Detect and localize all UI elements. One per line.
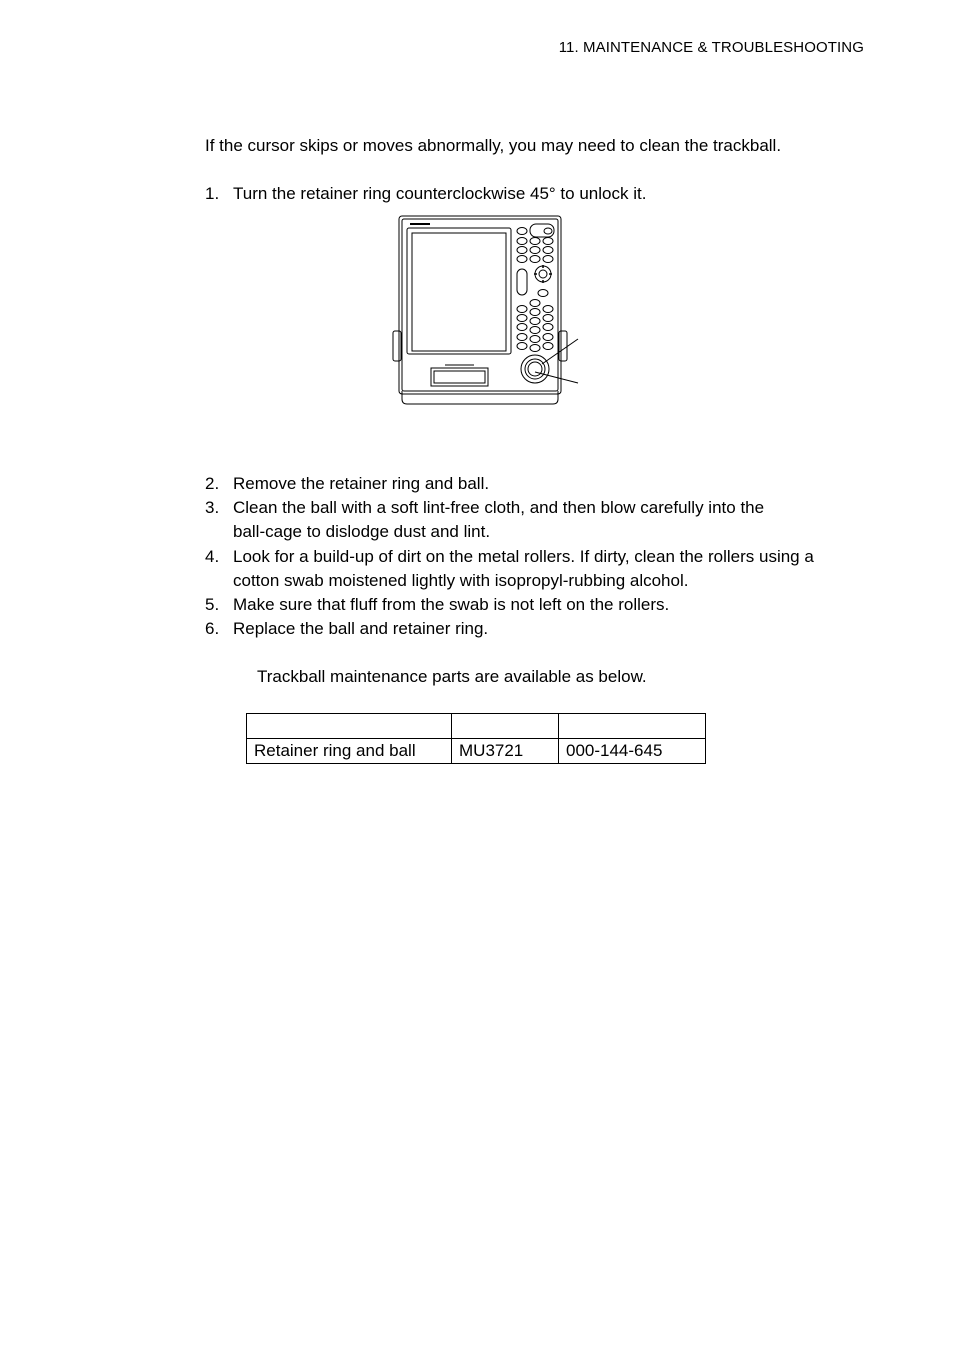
upper-key-grid	[517, 238, 553, 263]
step-text: Look for a build-up of dirt on the metal rollers. If dirty, clean the rollers using a	[233, 547, 814, 566]
left-bracket	[393, 331, 401, 361]
step-number: 4.	[205, 547, 220, 566]
parts-note: Trackball maintenance parts are available as below.	[257, 667, 647, 686]
trackball	[521, 355, 549, 383]
step-text: cotton swab moistened lightly with isopropyl-rubbing alcohol.	[233, 571, 689, 590]
table-cell-part-name: Retainer ring and ball	[247, 739, 452, 764]
step-text: Clean the ball with a soft lint-free cloth, and then blow carefully into the	[233, 498, 765, 517]
step-text: ball-cage to dislodge dust and lint.	[233, 522, 491, 541]
step-text: Replace the ball and retainer ring.	[233, 619, 489, 638]
page-header: 11. MAINTENANCE & TROUBLESHOOTING	[558, 39, 864, 56]
intro-paragraph: If the cursor skips or moves abnormally, you may need to clean the trackball.	[205, 136, 782, 155]
lower-key-grid	[517, 300, 553, 352]
table-header-cell	[452, 714, 559, 739]
right-bracket	[559, 331, 567, 361]
table-row	[247, 739, 706, 764]
stand-base	[402, 391, 558, 404]
step-text: Turn the retainer ring counterclockwise 45° to unlock it.	[233, 184, 647, 203]
step-number: 2.	[205, 474, 220, 493]
step-number: 3.	[205, 498, 220, 517]
table-header-cell	[559, 714, 706, 739]
step-text: Remove the retainer ring and ball.	[233, 474, 490, 493]
step-number: 5.	[205, 595, 220, 614]
step-number: 1.	[205, 184, 220, 203]
table-cell-code: 000-144-645	[559, 739, 706, 764]
table-header-cell	[247, 714, 452, 739]
step-text: Make sure that fluff from the swab is not left on the rollers.	[233, 595, 670, 614]
table-header-row	[247, 714, 706, 739]
step-number: 6.	[205, 619, 220, 638]
display-unit-illustration	[390, 213, 585, 408]
parts-table	[246, 713, 706, 764]
table-cell-type: MU3721	[452, 739, 559, 764]
